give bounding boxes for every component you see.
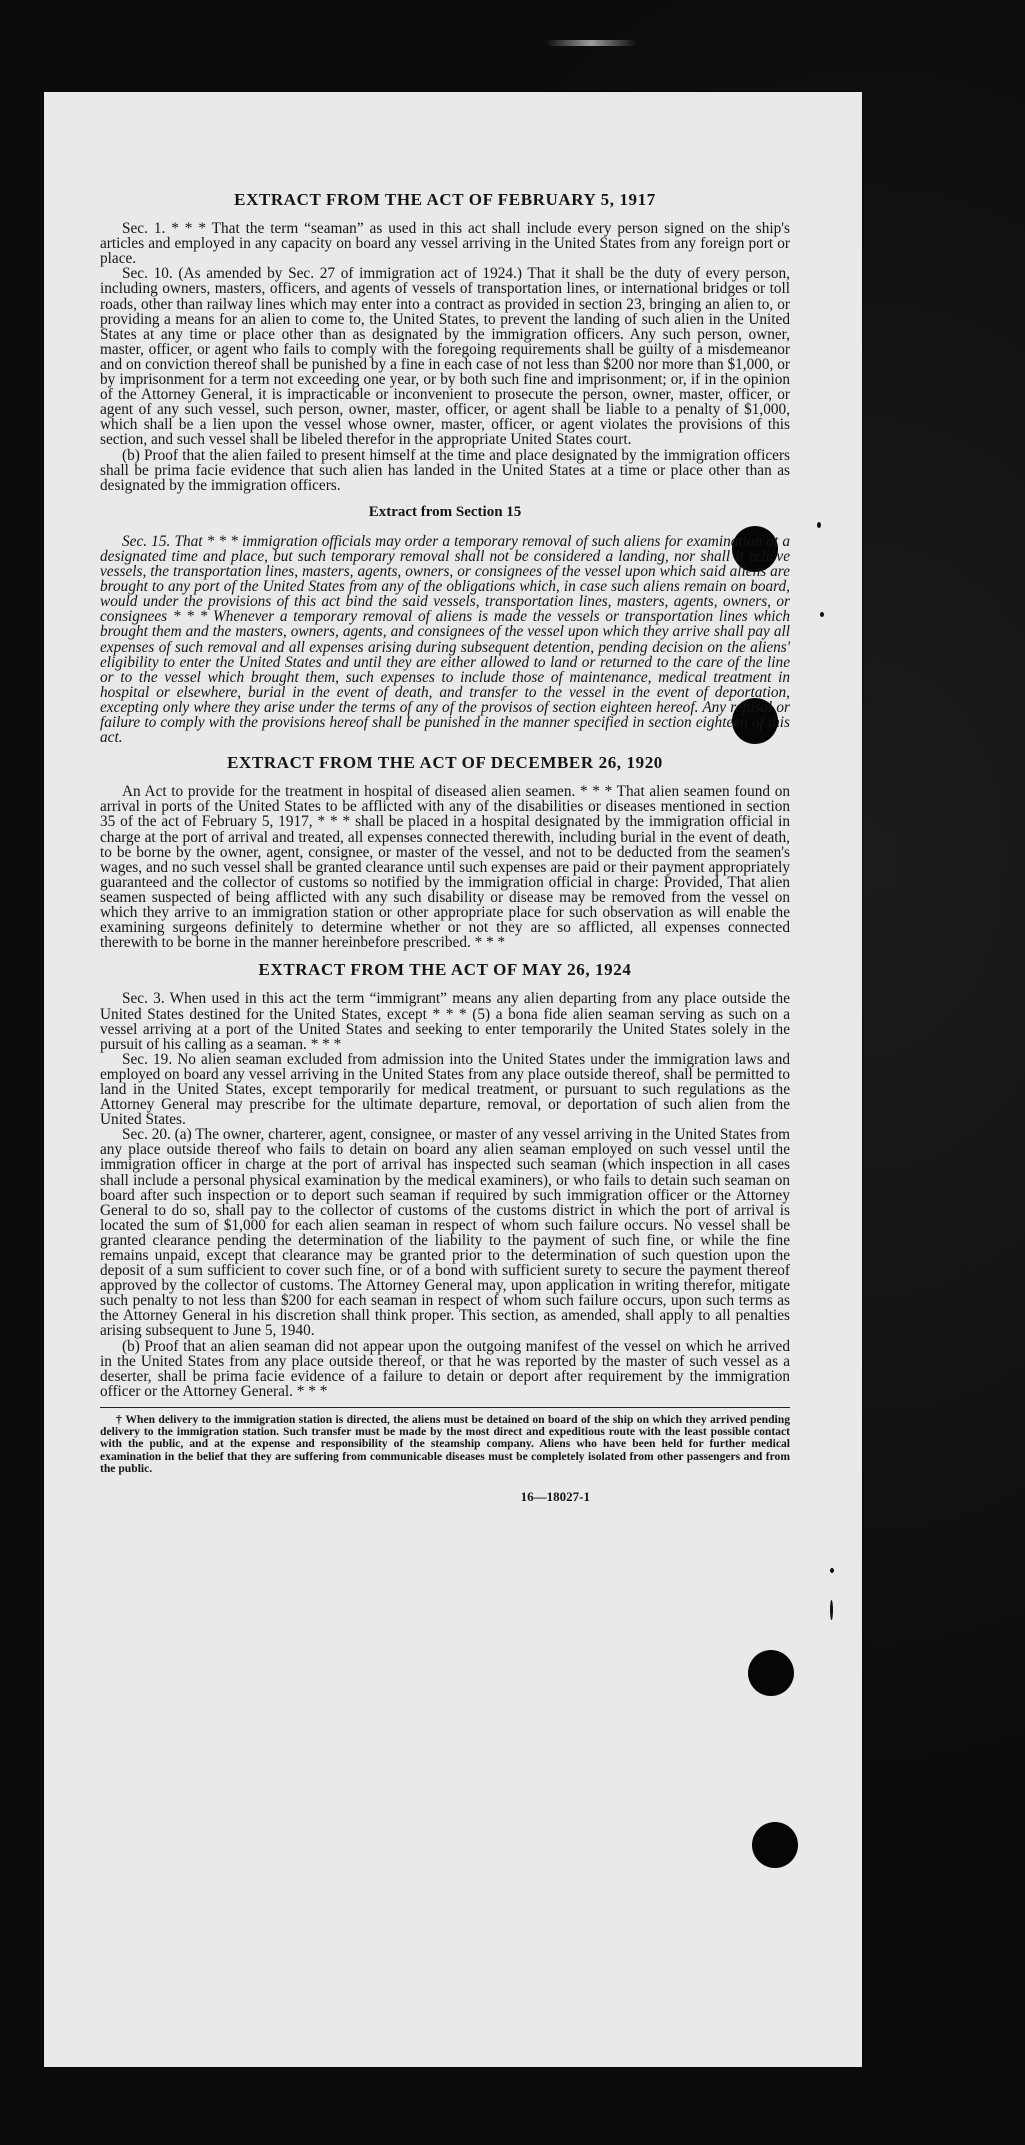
paragraph: (b) Proof that an alien seaman did not appear upon the outgoing manifest of the vessel on which he arrived in the United States from any place outside thereof, or that he was reported by the master of such vessel as a deserter, shall be prima facie evidence of a failure to detain or deport after requirement by the immigration officer or the Attorney General. * * * xyxy=(100,1337,790,1400)
paragraph: Sec. 20. (a) The owner, charterer, agent, consignee, or master of any vessel arriving in the United States from any place outside thereof who fails to detain on board any alien seaman employed on such vessel until the immigration officer in charge at the port of arrival has inspected such seaman (which inspection in all cases shall include a personal physical examination by the medical examiners), or who fails to detain such seaman on board after such inspection or to deport such seaman if required by such immigration officer or the Attorney General to do so, shall pay to the collector of customs of the customs district in which the port of arrival is located the sum of $1,000 for each alien seaman in respect of whom such failure occurs. No vessel shall be granted clearance pending the determination of the liability to the payment of such fine, or while the fine remains unpaid, except that clearance may be granted prior to the determination of such question upon the deposit of a sum sufficient to cover such fine, or of a bond with sufficient surety to secure the payment thereof approved by the collector of customs. The Attorney General may, upon application in writing therefor, mitigate such penalty to not less than $200 for each seaman in respect of whom such failure occurs, upon such terms as the Attorney General in his discretion shall think proper. This section, as amended, shall apply to all penalties arising subsequent to June 5, 1940. xyxy=(100,1126,790,1340)
document-number: 16—18027-1 xyxy=(520,1488,590,1504)
scan-speck xyxy=(830,1568,834,1573)
punch-hole xyxy=(752,1822,798,1868)
section-subheading: Extract from Section 15 xyxy=(368,503,522,520)
section-heading: EXTRACT FROM THE ACT OF FEBRUARY 5, 1917 xyxy=(234,190,656,209)
paragraph: Sec. 1. * * * That the term “seaman” as used in this act shall include every person signed on the ship's articles and employed in any capacity on board any vessel arriving in the United States from any foreign port or place. xyxy=(100,220,790,268)
paragraph: (b) Proof that the alien failed to present himself at the time and place designated by the immigration officers shall be prima facie evidence that such alien has landed in the United States at a time or place other than as designated by the immigration officers. xyxy=(100,446,790,494)
scan-speck xyxy=(820,612,824,617)
paragraph: Sec. 19. No alien seaman excluded from admission into the United States under the immigration laws and employed on board any vessel arriving in the United States from any place outside thereof, shall be permitted to land in the United States, except temporarily for medical treatment, or pursuant to such regulations as the Attorney General may prescribe for the ultimate departure, removal, or deportation of such alien from the United States. xyxy=(100,1050,790,1129)
section-heading: EXTRACT FROM THE ACT OF MAY 26, 1924 xyxy=(258,960,632,980)
document-body xyxy=(100,192,790,1504)
paragraph: Sec. 3. When used in this act the term “immigrant” means any alien departing from any place outside the United States destined for the United States, except * * * (5) a bona fide alien seaman serving as such on a vessel arriving at a port of the United States and seeking to enter temporarily the United States solely in the pursuit of his calling as a seaman. * * * xyxy=(100,990,790,1053)
scan-speck xyxy=(830,1600,833,1620)
paragraph: An Act to provide for the treatment in hospital of diseased alien seamen. * * * That alien seamen found on arrival in ports of the United States to be afflicted with any of the disabilities or diseases mentioned in section 35 of the act of February 5, 1917, * * * shall be placed in a hospital designated by the immigration official in charge at the port of arrival and treated, all expenses connected therewith, including burial in the event of death, to be borne by the owner, agent, consignee, or master of the vessel, and not to be deducted from the seamen's wages, and no such vessel shall be granted clearance until such expenses are paid or their payment appropriately guaranteed and the collector of customs so notified by the immigration official in charge: Provided, That alien seamen suspected of being afflicted with any such disability or disease may be removed from the vessel on which they arrive to an immigration station or other appropriate place for such observation as will enable the examining surgeons definitely to determine whether or not they are so afflicted, all expenses connected therewith to be borne in the manner hereinbefore prescribed. * * * xyxy=(100,783,790,952)
punch-hole xyxy=(748,1650,794,1696)
footnote-text: † When delivery to the immigration station is directed, the aliens must be detained on board of the ship on which they arrived pending delivery to the immigration station. Such transfer must be made by the most direct and expeditious route with the least possible contact with the public, and at the expense and responsibility of the steamship company. Aliens who have been held for further medical examination in the belief that they are suffering from communicable diseases must be completely isolated from other passengers and from the public. xyxy=(100,1412,790,1475)
footnote xyxy=(100,1414,790,1475)
scan-artifact xyxy=(546,40,636,46)
paragraph: Sec. 15. That * * * immigration officials may order a temporary removal of such aliens for examination at a designated time and place, but such temporary removal shall not be considered a landing, nor shall it relieve vessels, the transportation lines, masters, agents, owners, or consignees of the vessel upon which said aliens are brought to any port of the United States from any of the obligations which, in case such aliens remain on board, would under the provisions of this act bind the said vessels, transportation lines, masters, agents, owners, or consignees * * * Whenever a temporary removal of aliens is made the vessels or transportation lines which brought them and the masters, owners, agents, and consignees of the vessel upon which they arrive shall pay all expenses of such removal and all expenses arising during subsequent detention, pending decision on the aliens' eligibility to enter the United States and until they are either allowed to land or returned to the care of the line or to the vessel which brought them, such expenses to include those of maintenance, medical treatment in hospital or elsewhere, burial in the event of death, and transfer to the vessel in the event of deportation, excepting only where they arise under the terms of any of the provisos of section eighteen hereof. Any refusal or failure to comply with the provisions hereof shall be punished in the manner specified in section eighteen of this act. xyxy=(100,532,790,747)
section-heading: EXTRACT FROM THE ACT OF DECEMBER 26, 1920 xyxy=(227,753,663,773)
scan-speck xyxy=(817,522,821,528)
footnote-divider xyxy=(100,1407,790,1408)
italic-extract xyxy=(100,534,790,745)
paragraph: Sec. 10. (As amended by Sec. 27 of immigration act of 1924.) That it shall be the duty of every person, including owners, masters, officers, and agents of vessels of transportation lines, or international bridges or toll roads, other than railway lines which may enter into a contract as provided in section 23, bringing an alien to, or providing a means for an alien to come to, the United States, to prevent the landing of such alien in the United States at any time or place other than as designated by the immigration officers. Any such person, owner, master, officer, or agent who fails to comply with the foregoing requirements shall be guilty of a misdemeanor and on conviction thereof shall be punished by a fine in each case of not less than $200 nor more than $1,000, or by imprisonment for a term not exceeding one year, or by both such fine and imprisonment; or, if in the opinion of the Attorney General, it is impracticable or inconvenient to prosecute the person, owner, master, officer, or agent of any such vessel, such person, owner, master, officer, or agent shall be liable to a penalty of $1,000, which shall be a lien upon the vessel whose owner, master, officer, or agent violates the provisions of this section, and such vessel shall be libeled therefor in the appropriate United States court. xyxy=(100,265,790,449)
